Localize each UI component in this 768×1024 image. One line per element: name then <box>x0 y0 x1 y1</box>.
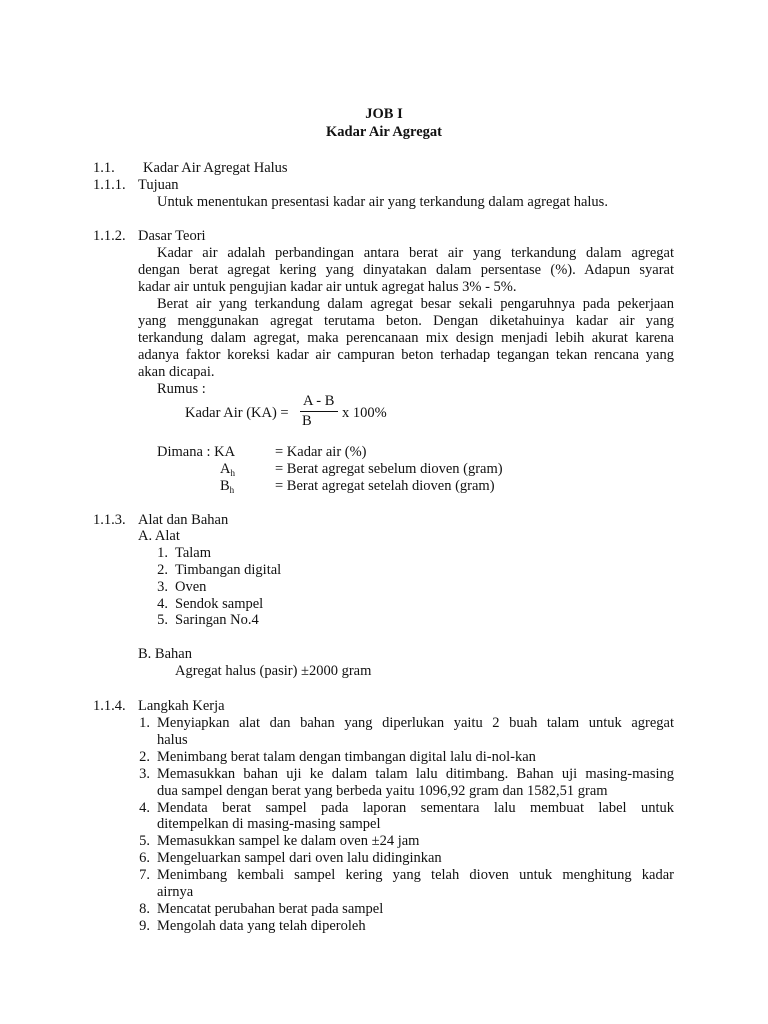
step-text-continued: halus <box>157 731 188 748</box>
step-text: Mencatat perubahan berat pada sampel <box>157 900 384 917</box>
section-1-1-1-number: 1.1.1. <box>93 177 126 193</box>
step-text: Menyiapkan alat dan bahan yang diperlukan yaitu 2 buah talam untuk agregat <box>157 715 674 731</box>
step-number: 4. <box>139 799 150 816</box>
alat-number: 3. <box>157 579 168 595</box>
step-number: 1. <box>139 715 150 731</box>
step-text: Memasukkan sampel ke dalam oven ±24 jam <box>157 833 420 850</box>
step-number: 3. <box>139 765 150 782</box>
symbol-b: $B_h$ <box>220 478 235 495</box>
step-number: 5. <box>139 833 150 850</box>
section-1-1-1-title: Tujuan <box>138 177 179 193</box>
teori-p2-line-5: akan dicapai. <box>138 364 215 380</box>
alat-number: 5. <box>157 612 168 628</box>
rumus-label: Rumus : <box>157 381 206 397</box>
alat-item: Sendok sampel <box>175 596 264 612</box>
section-1-1-4-title: Langkah Kerja <box>138 698 225 714</box>
alat-item: Oven <box>175 579 207 595</box>
def-a: = Berat agregat sebelum dioven (gram) <box>275 461 503 477</box>
def-b: = Berat agregat setelah dioven (gram) <box>275 478 495 494</box>
step-text: Mendata berat sampel pada laporan sementara lalu membuat label untuk <box>157 799 674 816</box>
teori-p1-line-2: dengan berat agregat kering yang dinyatakan dalam persentase (%). Adapun syarat <box>138 262 674 278</box>
formula-rhs: x 100% <box>342 405 387 421</box>
job-title: JOB I <box>365 106 403 122</box>
symbol-a: $A_h$ <box>220 461 235 478</box>
alat-number: 2. <box>157 562 168 578</box>
bahan-heading: B. Bahan <box>138 646 192 662</box>
section-1-1-number: 1.1. <box>93 160 115 176</box>
teori-p2-line-3: terkandung dalam agregat, maka perencanaan mix design menjadi lebih akurat karena <box>138 330 674 346</box>
step-text: Mengeluarkan sampel dari oven lalu didinginkan <box>157 850 442 867</box>
teori-p1-line-1: Kadar air adalah perbandingan antara berat air yang terkandung dalam agregat <box>157 245 674 261</box>
formula-denominator: B <box>302 413 312 429</box>
step-text: Mengolah data yang telah diperoleh <box>157 917 366 934</box>
teori-p2-line-2: yang menggunakan agregat terutama beton. Dengan diketahuinya kadar air yang <box>138 313 674 329</box>
section-1-1-title: Kadar Air Agregat Halus <box>143 160 288 176</box>
alat-item: Talam <box>175 545 212 561</box>
step-text-continued: dua sampel dengan berat yang berbeda yaitu 1096,92 gram dan 1582,51 gram <box>157 782 608 799</box>
step-text: Menimbang berat talam dengan timbangan digital lalu di-nol-kan <box>157 748 536 765</box>
step-text-continued: ditempelkan di masing-masing sampel <box>157 816 381 833</box>
step-text: Memasukkan bahan uji ke dalam talam lalu ditimbang. Bahan uji masing-masing <box>157 765 674 782</box>
section-1-1-4-number: 1.1.4. <box>93 698 126 714</box>
step-number: 9. <box>139 917 150 934</box>
step-number: 7. <box>139 867 150 884</box>
formula-fraction-bar <box>300 411 338 412</box>
alat-number: 4. <box>157 596 168 612</box>
job-subtitle: Kadar Air Agregat <box>326 124 442 140</box>
step-text: Menimbang kembali sampel kering yang telah dioven untuk menghitung kadar <box>157 867 674 884</box>
alat-number: 1. <box>157 545 168 561</box>
bahan-text: Agregat halus (pasir) ±2000 gram <box>175 663 372 679</box>
formula-lhs: Kadar Air (KA) = <box>185 405 289 421</box>
teori-p2-line-1: Berat air yang terkandung dalam agregat besar sekali pengaruhnya pada pekerjaan <box>157 296 674 312</box>
step-number: 6. <box>139 850 150 867</box>
section-1-1-3-number: 1.1.3. <box>93 512 126 528</box>
def-ka: = Kadar air (%) <box>275 444 367 460</box>
teori-p2-line-4: adanya faktor koreksi kadar air campuran beton terhadap tegangan tekan rencana yang <box>138 347 674 363</box>
step-number: 8. <box>139 900 150 917</box>
formula-numerator: A - B <box>303 393 335 409</box>
section-1-1-3-title: Alat dan Bahan <box>138 512 229 528</box>
alat-item: Saringan No.4 <box>175 612 259 628</box>
tujuan-text: Untuk menentukan presentasi kadar air yang terkandung dalam agregat halus. <box>157 194 608 210</box>
alat-heading: A. Alat <box>138 528 180 544</box>
alat-item: Timbangan digital <box>175 562 282 578</box>
section-1-1-2-number: 1.1.2. <box>93 228 126 244</box>
section-1-1-2-title: Dasar Teori <box>138 228 206 244</box>
teori-p1-line-3: kadar air untuk pengujian kadar air untuk agregat halus 3% - 5%. <box>138 279 517 295</box>
step-text-continued: airnya <box>157 884 194 900</box>
step-number: 2. <box>139 748 150 765</box>
dimana-ka-label: Dimana : KA <box>157 444 236 460</box>
